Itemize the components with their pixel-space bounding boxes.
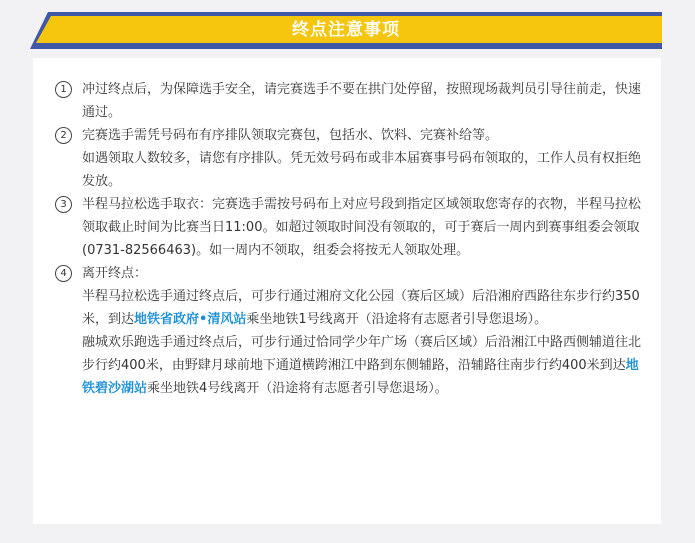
list-item <box>55 193 649 262</box>
metro-station-highlight: 地铁省政府•清风站 <box>134 312 247 327</box>
list-item <box>55 124 649 193</box>
item-number-badge: 3 <box>55 196 72 213</box>
notice-card <box>33 58 661 524</box>
item-text: 如遇领取人数较多，请您有序排队。凭无效号码布或非本届赛事号码布领取的，工作人员有权拒绝发放。 <box>82 151 642 189</box>
list-item <box>55 262 649 400</box>
text-segment: 半程马拉松选手通过终点后，可步行通过湘府文化公园（赛后区域）后沿湘府西路往东步行约350米，到达 <box>82 289 640 327</box>
metro-station-highlight: 地铁碧沙湖站 <box>82 358 639 396</box>
item-text: 冲过终点后，为保障选手安全，请完赛选手不要在拱门处停留，按照现场裁判员引导往前走，快速通过。 <box>82 82 642 120</box>
item-text-half-marathon <box>82 285 649 331</box>
item-text: 半程马拉松选手取衣：完赛选手需按号码布上对应号段到指定区域领取您寄存的衣物，半程马拉松领取截止时间为比赛当日11:00。如超过领取时间没有领取的，可于赛后一周内到赛事组委会领取(0731-82566463)。如一周内不领取，组委会将按无人领取处理。 <box>82 197 642 258</box>
item-heading: 离开终点： <box>82 266 148 281</box>
item-text-fun-run <box>82 331 649 400</box>
text-segment: 乘坐地铁4号线离开（沿途将有志愿者引导您退场）。 <box>147 381 448 396</box>
notice-list <box>55 78 649 400</box>
item-number-badge: 2 <box>55 127 72 144</box>
section-banner <box>30 12 662 49</box>
item-number-badge: 1 <box>55 81 72 98</box>
banner-title: 终点注意事项 <box>292 20 400 40</box>
text-segment: 乘坐地铁1号线离开（沿途将有志愿者引导您退场）。 <box>246 312 548 327</box>
list-item <box>55 78 649 124</box>
item-number-badge: 4 <box>55 265 72 282</box>
text-segment: 融城欢乐跑选手通过终点后，可步行通过恰同学少年广场（赛后区域）后沿湘江中路西侧辅道往北步行约400米，由野肆月球前地下通道横跨湘江中路到东侧辅路，沿辅路往南步行约400米到达 <box>82 335 642 373</box>
item-text: 完赛选手需凭号码布有序排队领取完赛包，包括水、饮料、完赛补给等。 <box>82 128 499 143</box>
